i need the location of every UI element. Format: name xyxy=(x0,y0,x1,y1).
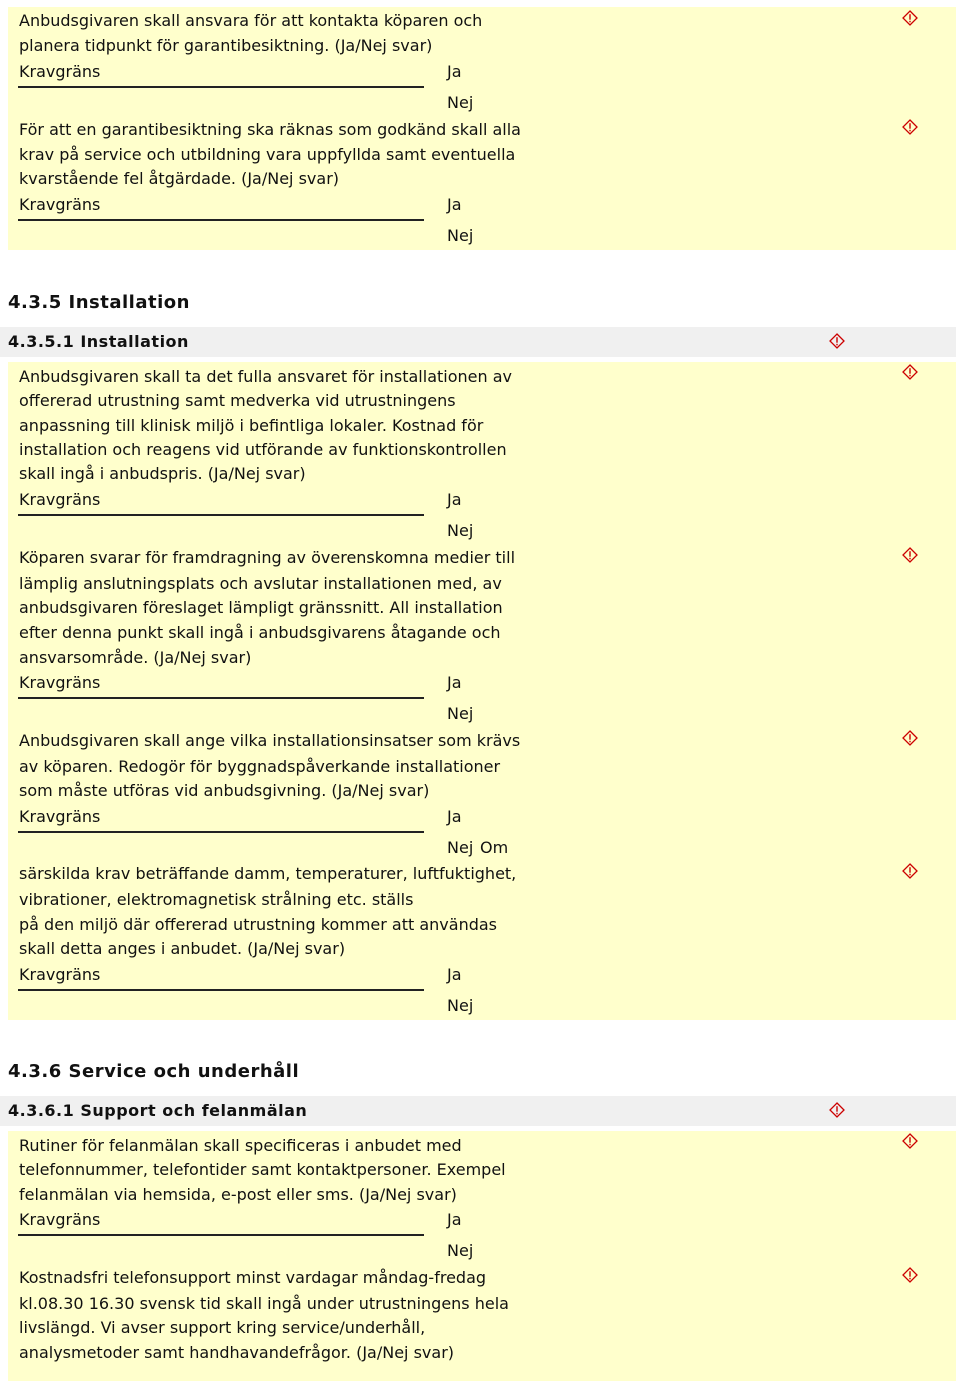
ja-option[interactable]: Ja xyxy=(447,490,462,509)
requirement-text-line: planera tidpunkt för garantibesiktning. (Ja/Nej svar) xyxy=(19,36,433,55)
kravgrans-input-line[interactable] xyxy=(18,989,424,991)
nej-option[interactable]: Nej xyxy=(447,1241,474,1260)
nej-option[interactable]: Nej xyxy=(447,838,474,857)
nej-option[interactable]: Nej xyxy=(447,521,474,540)
warning-icon xyxy=(902,730,918,746)
requirement-text-line: skall ingå i anbudspris. (Ja/Nej svar) xyxy=(19,464,306,483)
requirement-text-line: på den miljö där offererad utrustning kommer att användas xyxy=(19,915,498,934)
kravgrans-label: Kravgräns xyxy=(19,965,101,984)
nej-option[interactable]: Nej xyxy=(447,93,474,112)
ja-option[interactable]: Ja xyxy=(447,62,462,81)
kravgrans-label: Kravgräns xyxy=(19,807,101,826)
ja-option[interactable]: Ja xyxy=(447,195,462,214)
requirement-text-line: Anbudsgivaren skall ansvara för att kontakta köparen och xyxy=(19,11,483,30)
requirement-text-line: Köparen svarar för framdragning av överenskomna medier till xyxy=(19,548,516,567)
requirement-text-line: kl.08.30 16.30 svensk tid skall ingå under utrustningens hela xyxy=(19,1294,509,1313)
requirement-text-line: kvarstående fel åtgärdade. (Ja/Nej svar) xyxy=(19,169,340,188)
kravgrans-input-line[interactable] xyxy=(18,219,424,221)
section-heading: 4.3.6 Service och underhåll xyxy=(8,1061,300,1082)
warning-icon xyxy=(902,547,918,563)
requirement-text-line: efter denna punkt skall ingå i anbudsgivarens åtagande och xyxy=(19,623,501,642)
requirement-text-line: analysmetoder samt handhavandefrågor. (Ja/Nej svar) xyxy=(19,1343,455,1362)
kravgrans-label: Kravgräns xyxy=(19,1210,101,1229)
kravgrans-label: Kravgräns xyxy=(19,62,101,81)
requirement-text-line: anpassning till klinisk miljö i befintliga lokaler. Kostnad för xyxy=(19,416,484,435)
requirement-text-line: offererad utrustning samt medverka vid utrustningens xyxy=(19,391,456,410)
kravgrans-label: Kravgräns xyxy=(19,490,101,509)
ja-option[interactable]: Ja xyxy=(447,807,462,826)
kravgrans-label: Kravgräns xyxy=(19,195,101,214)
requirement-text-line: Kostnadsfri telefonsupport minst vardagar måndag-fredag xyxy=(19,1268,487,1287)
requirement-text-line: För att en garantibesiktning ska räknas som godkänd skall alla xyxy=(19,120,521,139)
requirement-text-line: vibrationer, elektromagnetisk strålning etc. ställs xyxy=(19,890,414,909)
kravgrans-input-line[interactable] xyxy=(18,86,424,88)
kravgrans-input-line[interactable] xyxy=(18,514,424,516)
kravgrans-input-line[interactable] xyxy=(18,697,424,699)
requirement-text-line: felanmälan via hemsida, e-post eller sms. (Ja/Nej svar) xyxy=(19,1185,457,1204)
subsection-heading: 4.3.5.1 Installation xyxy=(8,332,189,351)
warning-icon xyxy=(902,863,918,879)
warning-icon xyxy=(902,364,918,380)
warning-icon xyxy=(829,333,845,349)
requirement-text-line: lämplig anslutningsplats och avslutar installationen med, av xyxy=(19,574,502,593)
requirement-text-line: särskilda krav beträffande damm, temperaturer, luftfuktighet, xyxy=(19,864,517,883)
nej-option[interactable]: Nej xyxy=(447,996,474,1015)
ja-option[interactable]: Ja xyxy=(447,965,462,984)
requirement-text-line: Anbudsgivaren skall ange vilka installationsinsatser som krävs xyxy=(19,731,521,750)
warning-icon xyxy=(902,1133,918,1149)
requirement-text-line: som måste utföras vid anbudsgivning. (Ja/Nej svar) xyxy=(19,781,430,800)
requirement-text-line: skall detta anges i anbudet. (Ja/Nej svar) xyxy=(19,939,346,958)
requirement-text-line: telefonnummer, telefontider samt kontaktpersoner. Exempel xyxy=(19,1160,506,1179)
section-heading: 4.3.5 Installation xyxy=(8,292,190,313)
requirement-text-line: Anbudsgivaren skall ta det fulla ansvaret för installationen av xyxy=(19,367,512,386)
kravgrans-label: Kravgräns xyxy=(19,673,101,692)
kravgrans-input-line[interactable] xyxy=(18,1234,424,1236)
warning-icon xyxy=(902,1267,918,1283)
requirement-text-line: installation och reagens vid utförande av funktionskontrollen xyxy=(19,440,507,459)
ja-option[interactable]: Ja xyxy=(447,673,462,692)
requirement-text-line: livslängd. Vi avser support kring service/underhåll, xyxy=(19,1318,426,1337)
subsection-heading: 4.3.6.1 Support och felanmälan xyxy=(8,1101,308,1120)
warning-icon xyxy=(902,10,918,26)
warning-icon xyxy=(829,1102,845,1118)
requirement-text-line: ansvarsområde. (Ja/Nej svar) xyxy=(19,648,252,667)
requirement-text-line: anbudsgivaren föreslaget lämpligt gränssnitt. All installation xyxy=(19,598,503,617)
om-text: Om xyxy=(480,838,509,857)
kravgrans-input-line[interactable] xyxy=(18,831,424,833)
ja-option[interactable]: Ja xyxy=(447,1210,462,1229)
requirement-text-line: av köparen. Redogör för byggnadspåverkande installationer xyxy=(19,757,501,776)
requirement-text-line: Rutiner för felanmälan skall specificeras i anbudet med xyxy=(19,1136,462,1155)
requirement-text-line: krav på service och utbildning vara uppfyllda samt eventuella xyxy=(19,145,516,164)
nej-option[interactable]: Nej xyxy=(447,704,474,723)
nej-option[interactable]: Nej xyxy=(447,226,474,245)
warning-icon xyxy=(902,119,918,135)
